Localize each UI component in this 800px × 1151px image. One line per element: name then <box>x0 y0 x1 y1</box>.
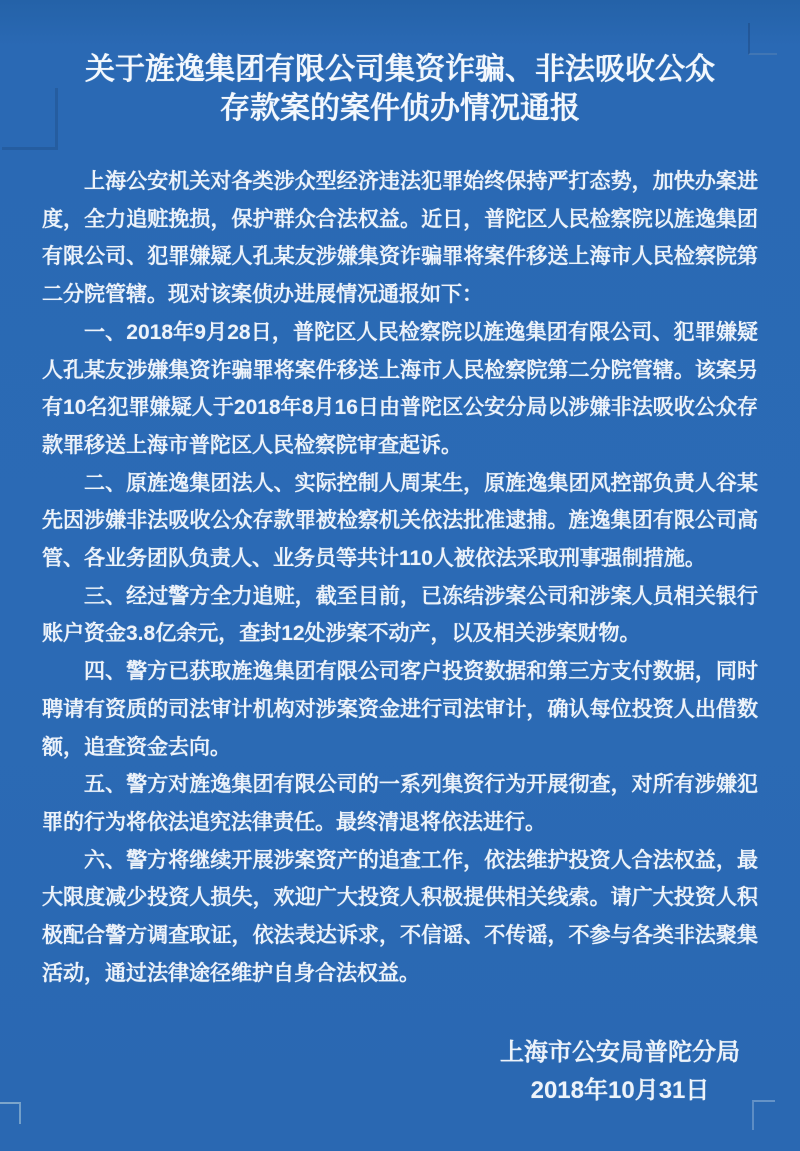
signature-block <box>495 1034 745 1110</box>
paragraph-item-5: 五、警方对旌逸集团有限公司的一系列集资行为开展彻查，对所有涉嫌犯罪的行为将依法追究法律责任。最终清退将依法进行。 <box>42 773 758 834</box>
notice-body <box>42 163 758 992</box>
paragraph-intro: 上海公安机关对各类涉众型经济违法犯罪始终保持严打态势，加快办案进度，全力追赃挽损，保护群众合法权益。近日，普陀区人民检察院以旌逸集团有限公司、犯罪嫌疑人孔某友涉嫌集资诈骗罪将案件移送上海市人民检察院第二分院管辖。现对该案侦办进展情况通报如下： <box>42 170 758 307</box>
paragraph-item-3: 三、经过警方全力追赃，截至目前，已冻结涉案公司和涉案人员相关银行账户资金3.8亿余元，查封12处涉案不动产，以及相关涉案财物。 <box>42 584 758 646</box>
notice-title-line-1: 关于旌逸集团有限公司集资诈骗、非法吸收公众 <box>85 53 715 86</box>
signature-date: 2018年10月31日 <box>530 1077 710 1105</box>
paragraph-item-1: 一、2018年9月28日，普陀区人民检察院以旌逸集团有限公司、犯罪嫌疑人孔某友涉嫌集资诈骗罪将案件移送上海市人民检察院第二分院管辖。该案另有10名犯罪嫌疑人于2018年8月16日由普陀区公安分局以涉嫌非法吸收公众存款罪移送上海市普陀区人民检察院审查起诉。 <box>42 320 758 457</box>
corner-mark-bottom-left <box>0 1102 21 1124</box>
corner-mark-bottom-right <box>752 1100 775 1130</box>
paragraph-item-2: 二、原旌逸集团法人、实际控制人周某生，原旌逸集团风控部负责人谷某先因涉嫌非法吸收公众存款罪被检察机关依法批准逮捕。旌逸集团有限公司高管、各业务团队负责人、业务员等共计110人被依法采取刑事强制措施。 <box>42 471 758 571</box>
notice-title-line-2: 存款案的案件侦办情况通报 <box>220 92 580 125</box>
paragraph-item-6: 六、警方将继续开展涉案资产的追查工作，依法维护投资人合法权益，最大限度减少投资人损失，欢迎广大投资人积极提供相关线索。请广大投资人积极配合警方调查取证，依法表达诉求，不信谣、不传谣，不参与各类非法聚集活动，通过法律途径维护自身合法权益。 <box>42 848 758 985</box>
paragraph-item-4: 四、警方已获取旌逸集团有限公司客户投资数据和第三方支付数据，同时聘请有资质的司法审计机构对涉案资金进行司法审计，确认每位投资人出借数额，追查资金去向。 <box>42 660 758 759</box>
signature-agency: 上海市公安局普陀分局 <box>500 1039 740 1067</box>
notice-title <box>40 50 760 128</box>
